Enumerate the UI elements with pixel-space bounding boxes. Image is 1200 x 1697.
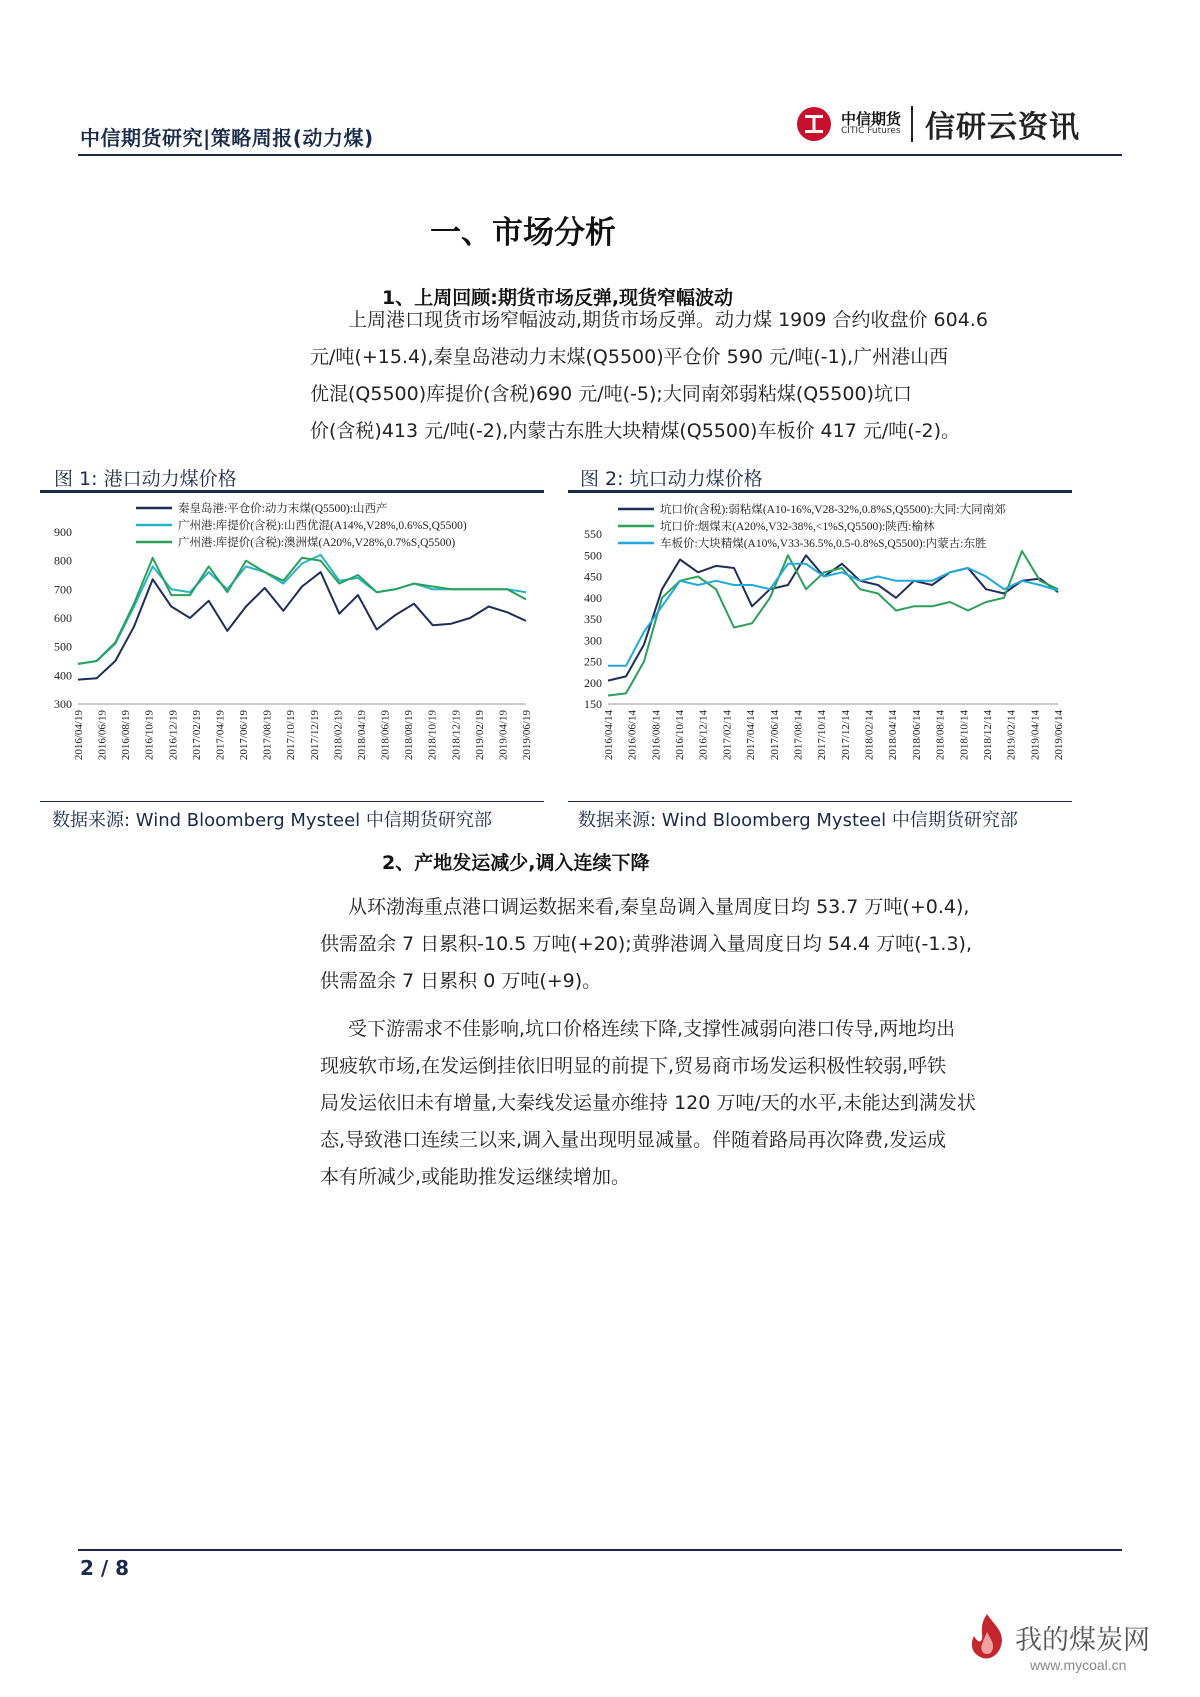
x-tick-label: 2016/06/19 bbox=[96, 710, 109, 761]
company-logo bbox=[795, 102, 1080, 146]
paragraph-transport bbox=[320, 889, 1098, 1000]
x-tick-label: 2019/04/19 bbox=[497, 710, 510, 761]
x-tick-label: 2018/12/14 bbox=[981, 710, 994, 761]
para-line: 上周港口现货市场窄幅波动,期货市场反弹。动力煤 1909 合约收盘价 604.6 bbox=[348, 309, 988, 331]
y-tick-label: 550 bbox=[584, 527, 602, 541]
x-tick-label: 2016/08/19 bbox=[120, 710, 133, 761]
x-tick-label: 2017/08/19 bbox=[261, 710, 274, 761]
x-tick-label: 2018/10/14 bbox=[958, 710, 971, 761]
x-tick-label: 2017/06/14 bbox=[768, 710, 781, 761]
x-tick-label: 2016/12/14 bbox=[697, 710, 710, 761]
watermark-url: www.mycoal.cn bbox=[1030, 1657, 1127, 1673]
flame-logo-icon bbox=[965, 1612, 1009, 1662]
watermark bbox=[965, 1612, 1150, 1662]
section-title: 一、市场分析 bbox=[430, 215, 616, 251]
x-tick-label: 2017/02/19 bbox=[190, 710, 203, 761]
x-tick-label: 2018/02/19 bbox=[332, 710, 345, 761]
brand-title: 信研云资讯 bbox=[925, 110, 1081, 145]
para-line: 价(含税)413 元/吨(-2),内蒙古东胜大块精煤(Q5500)车板价 417 元/吨(-2)。 bbox=[310, 420, 960, 442]
y-tick-label: 900 bbox=[54, 525, 72, 539]
legend-label: 广州港:库提价(含税):澳洲煤(A20%,V28%,0.7%S,Q5500) bbox=[178, 537, 456, 549]
citic-logo-icon bbox=[795, 105, 833, 143]
x-tick-label: 2019/06/19 bbox=[521, 710, 533, 761]
x-tick-label: 2016/08/14 bbox=[650, 710, 663, 761]
legend-label: 广州港:库提价(含税):山西优混(A14%,V28%,0.6%S,Q5500) bbox=[178, 520, 467, 532]
watermark-title: 我的煤炭网 bbox=[1015, 1624, 1150, 1656]
figure-2-bottom-rule bbox=[568, 801, 1072, 802]
x-tick-label: 2018/12/19 bbox=[450, 710, 463, 761]
logo-cn-text: 中信期货 bbox=[841, 109, 902, 128]
para-line: 供需盈余 7 日累积-10.5 万吨(+20);黄骅港调入量周度日均 54.4 万吨(-1.3), bbox=[320, 933, 973, 955]
x-tick-label: 2017/08/14 bbox=[792, 710, 805, 761]
logo-en-text: CITIC Futures bbox=[841, 126, 901, 137]
figure-2-source: 数据来源: Wind Bloomberg Mysteel 中信期货研究部 bbox=[578, 810, 1018, 831]
series-line bbox=[608, 564, 1058, 666]
logo-separator bbox=[911, 106, 913, 142]
para-line: 态,导致港口连续三以来,调入量出现明显减量。伴随着路局再次降费,发运成 bbox=[320, 1129, 947, 1151]
y-tick-label: 400 bbox=[584, 590, 602, 605]
para-line: 受下游需求不佳影响,坑口价格连续下降,支撑性减弱向港口传导,两地均出 bbox=[348, 1018, 956, 1040]
figure-1-source: 数据来源: Wind Bloomberg Mysteel 中信期货研究部 bbox=[52, 810, 492, 831]
para-line: 本有所减少,或能助推发运继续增加。 bbox=[320, 1166, 631, 1188]
series-line bbox=[78, 555, 526, 664]
x-tick-label: 2017/12/19 bbox=[308, 710, 321, 761]
y-tick-label: 350 bbox=[584, 612, 602, 626]
report-header-title: 中信期货研究|策略周报(动力煤) bbox=[80, 126, 374, 150]
para-line: 现疲软市场,在发运倒挂依旧明显的前提下,贸易商市场发运积极性较弱,呼铁 bbox=[320, 1055, 947, 1077]
para-line: 优混(Q5500)库提价(含税)690 元/吨(-5);大同南郊弱粘煤(Q5500)坑口 bbox=[310, 383, 912, 405]
x-tick-label: 2018/04/19 bbox=[355, 710, 368, 761]
x-tick-label: 2017/04/19 bbox=[214, 710, 227, 761]
series-line bbox=[78, 558, 526, 664]
legend-label: 秦皇岛港:平仓价:动力末煤(Q5500):山西产 bbox=[178, 503, 388, 515]
y-tick-label: 500 bbox=[54, 639, 72, 654]
y-tick-label: 450 bbox=[584, 569, 602, 584]
subsection-title-1: 1、上周回顾:期货市场反弹,现货窄幅波动 bbox=[382, 287, 734, 309]
x-tick-label: 2018/08/19 bbox=[403, 710, 416, 761]
x-tick-label: 2018/06/14 bbox=[910, 710, 923, 761]
x-tick-label: 2018/02/14 bbox=[863, 710, 876, 761]
para-line: 元/吨(+15.4),秦皇岛港动力末煤(Q5500)平仓价 590 元/吨(-1),广州港山西 bbox=[310, 346, 949, 368]
legend-label: 坑口价(含税):弱粘煤(A10-16%,V28-32%,0.8%S,Q5500):大同:大同南郊 bbox=[660, 504, 1006, 516]
x-tick-label: 2018/04/14 bbox=[887, 710, 900, 761]
y-tick-label: 700 bbox=[54, 582, 72, 597]
figure-1-top-rule bbox=[40, 490, 544, 493]
paragraph-review bbox=[310, 302, 1098, 450]
y-tick-label: 800 bbox=[54, 553, 72, 568]
y-tick-label: 200 bbox=[584, 675, 602, 690]
x-tick-label: 2019/04/14 bbox=[1029, 710, 1042, 761]
x-tick-label: 2019/02/19 bbox=[473, 710, 486, 761]
para-line: 从环渤海重点港口调运数据来看,秦皇岛调入量周度日均 53.7 万吨(+0.4), bbox=[348, 896, 970, 918]
x-tick-label: 2017/10/14 bbox=[816, 710, 829, 761]
x-tick-label: 2017/02/14 bbox=[721, 710, 734, 761]
header-divider bbox=[78, 154, 1122, 156]
x-tick-label: 2017/10/19 bbox=[285, 710, 298, 761]
x-tick-label: 2017/12/14 bbox=[839, 710, 852, 761]
x-tick-label: 2017/04/14 bbox=[745, 710, 758, 761]
chart-pithead-coal-price bbox=[568, 494, 1072, 800]
y-tick-label: 600 bbox=[54, 611, 72, 625]
para-line: 局发运依旧未有增量,大秦线发运量亦维持 120 万吨/天的水平,未能达到满发状 bbox=[320, 1092, 976, 1114]
x-tick-label: 2016/10/14 bbox=[674, 710, 687, 761]
figure-2-top-rule bbox=[568, 490, 1072, 493]
x-tick-label: 2018/08/14 bbox=[934, 710, 947, 761]
x-tick-label: 2018/10/19 bbox=[426, 710, 439, 761]
x-tick-label: 2016/04/14 bbox=[603, 710, 615, 761]
y-tick-label: 250 bbox=[584, 654, 602, 669]
y-tick-label: 300 bbox=[584, 633, 602, 648]
paragraph-demand bbox=[320, 1011, 1098, 1196]
x-tick-label: 2017/06/19 bbox=[238, 710, 251, 761]
x-tick-label: 2016/12/19 bbox=[167, 710, 180, 761]
x-tick-label: 2018/06/19 bbox=[379, 710, 392, 761]
series-line bbox=[78, 572, 526, 680]
x-tick-label: 2016/04/19 bbox=[73, 710, 85, 761]
figure-1-bottom-rule bbox=[40, 801, 544, 802]
x-tick-label: 2019/02/14 bbox=[1005, 710, 1018, 761]
chart-port-coal-price bbox=[40, 494, 544, 800]
y-tick-label: 150 bbox=[584, 697, 602, 711]
legend-label: 坑口价:烟煤末(A20%,V32-38%,<1%S,Q5500):陕西:榆林 bbox=[660, 521, 935, 533]
y-tick-label: 400 bbox=[54, 668, 72, 683]
subsection-title-2: 2、产地发运减少,调入连续下降 bbox=[382, 852, 650, 874]
x-tick-label: 2016/06/14 bbox=[626, 710, 639, 761]
para-line: 供需盈余 7 日累积 0 万吨(+9)。 bbox=[320, 970, 602, 992]
figure-1-title: 图 1: 港口动力煤价格 bbox=[54, 468, 237, 490]
y-tick-label: 300 bbox=[54, 697, 72, 711]
x-tick-label: 2016/10/19 bbox=[143, 710, 156, 761]
legend-label: 车板价:大块精煤(A10%,V33-36.5%,0.5-0.8%S,Q5500):内蒙古:东胜 bbox=[660, 538, 987, 550]
series-line bbox=[608, 551, 1058, 696]
y-tick-label: 500 bbox=[584, 548, 602, 563]
figure-2-title: 图 2: 坑口动力煤价格 bbox=[580, 468, 763, 490]
x-tick-label: 2019/06/14 bbox=[1053, 710, 1065, 761]
footer-divider bbox=[78, 1549, 1122, 1551]
page-number: 2 / 8 bbox=[80, 1556, 130, 1580]
